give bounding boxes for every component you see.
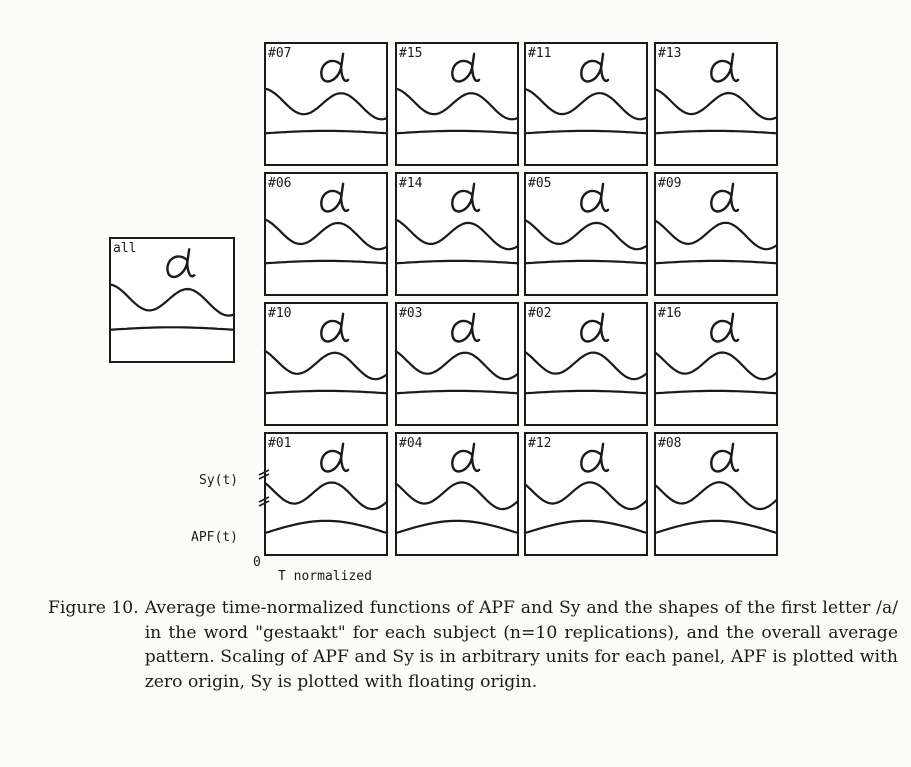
figure-caption — [48, 596, 898, 694]
panel-frame — [265, 303, 387, 425]
subject-panel — [525, 173, 647, 295]
panel-id-label: #05 — [528, 176, 552, 191]
panel-id-label: #06 — [268, 176, 292, 191]
panel-frame — [525, 303, 647, 425]
panel-frame — [396, 433, 518, 555]
t-normalized-label: T normalized — [278, 569, 372, 584]
panel-frame — [265, 43, 387, 165]
panel-frame — [396, 303, 518, 425]
subject-panel — [655, 433, 777, 555]
subject-panel — [265, 433, 387, 555]
panel-frame — [110, 238, 234, 362]
panel-frame — [655, 433, 777, 555]
panel-id-label: #12 — [528, 436, 552, 451]
panel-frame — [655, 173, 777, 295]
apf-axis-label: APF(t) — [191, 530, 238, 545]
panel-id-label: #04 — [399, 436, 423, 451]
subject-panel — [525, 43, 647, 165]
panel-id-label: #14 — [399, 176, 423, 191]
panel-frame — [265, 433, 387, 555]
panel-id-label: #07 — [268, 46, 292, 61]
subject-panel — [110, 238, 234, 362]
panel-frame — [525, 433, 647, 555]
caption-text: Average time-normalized functions of APF and Sy and the shapes of the first letter /a/ in the word "gestaakt" for each subject (n=10 replications), and the overall average pattern. Scaling of APF and Sy is in arbitrary units for each panel, APF is plotted with zero origin, Sy is plotted with floating origin. — [144, 598, 898, 692]
panel-id-label: #15 — [399, 46, 423, 61]
panel-id-label: #10 — [268, 306, 292, 321]
subject-panel — [265, 43, 387, 165]
subject-panel — [525, 433, 647, 555]
panel-id-label: #03 — [399, 306, 423, 321]
panel-frame — [525, 173, 647, 295]
panel-id-label: #13 — [658, 46, 682, 61]
subject-panel — [655, 303, 777, 425]
panel-id-label: #16 — [658, 306, 682, 321]
caption-label: Figure 10. — [48, 598, 139, 618]
subject-panel — [265, 173, 387, 295]
panel-id-label: #11 — [528, 46, 552, 61]
subject-panel — [655, 173, 777, 295]
subject-panel — [525, 303, 647, 425]
subject-panel — [396, 173, 518, 295]
sy-axis-label: Sy(t) — [199, 473, 239, 488]
subject-panel — [396, 43, 518, 165]
panel-id-label: #08 — [658, 436, 682, 451]
panel-id-label: #09 — [658, 176, 682, 191]
subject-panel — [655, 43, 777, 165]
panel-id-label: #01 — [268, 436, 292, 451]
panel-frame — [396, 43, 518, 165]
panel-frame — [655, 303, 777, 425]
subject-panel — [396, 433, 518, 555]
zero-label: 0 — [253, 555, 261, 570]
subject-panel — [265, 303, 387, 425]
panel-id-label: all — [113, 241, 137, 256]
subject-panel — [396, 303, 518, 425]
panel-id-label: #02 — [528, 306, 552, 321]
